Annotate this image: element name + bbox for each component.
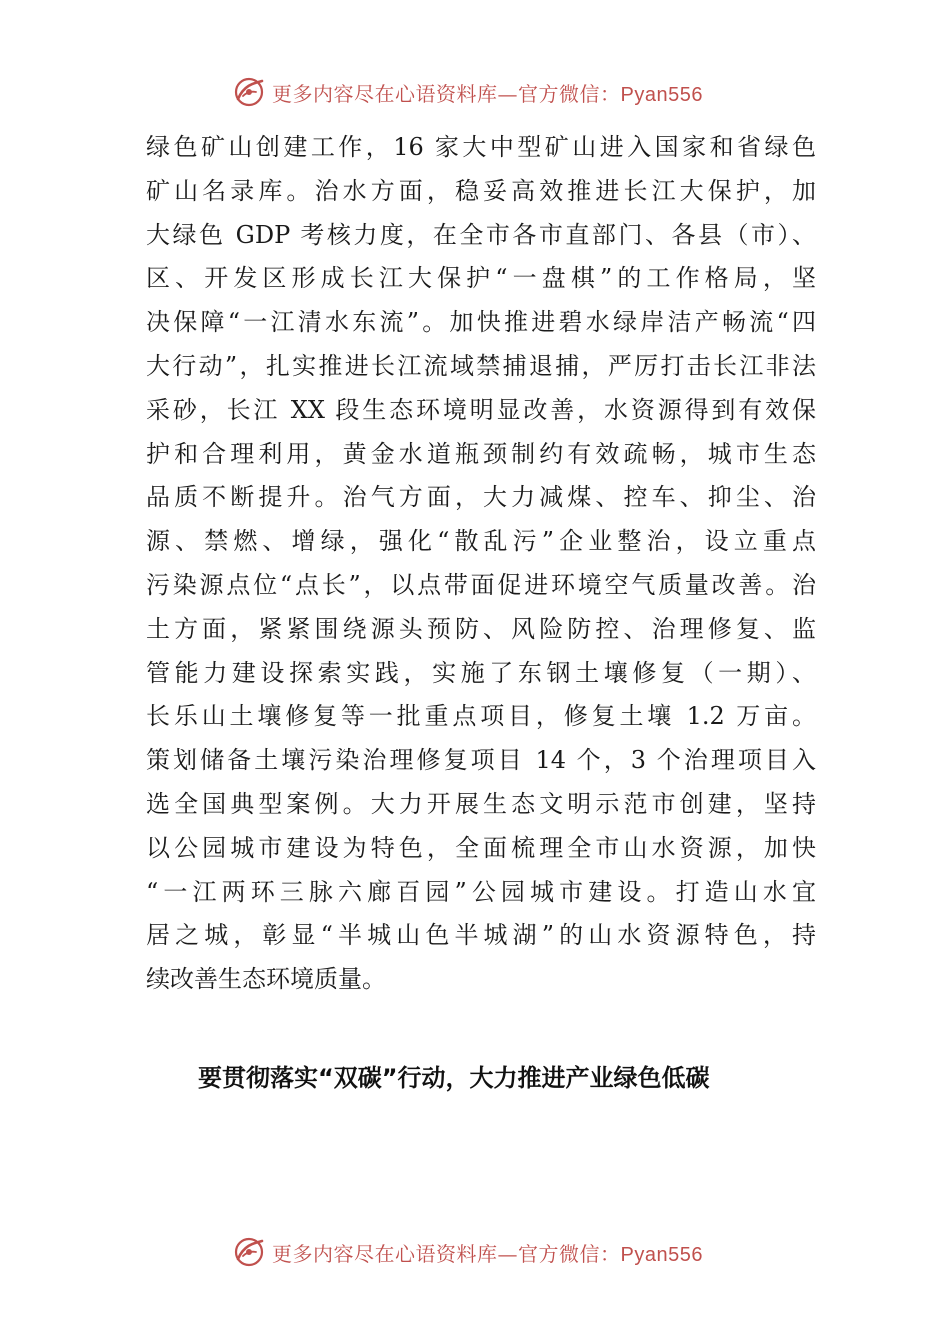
- body-line: 居之城，彰显“半城山色半城湖”的山水资源特色，持: [146, 921, 816, 950]
- body-line: 策划储备土壤污染治理修复项目 14 个，3 个治理项目入: [146, 746, 816, 775]
- body-line: 区、开发区形成长江大保护“一盘棋”的工作格局，坚: [146, 264, 816, 293]
- header-banner-text: 更多内容尽在心语资料库—官方微信：: [272, 81, 621, 106]
- body-line: 大绿色 GDP 考核力度，在全市各市直部门、各县（市）、: [146, 220, 816, 249]
- body-line: 管能力建设探索实践，实施了东钢土壤修复（一期）、: [146, 658, 816, 687]
- body-line: 长乐山土壤修复等一批重点项目，修复土壤 1.2 万亩。: [146, 702, 816, 731]
- footer-banner-text: 更多内容尽在心语资料库—官方微信：: [272, 1241, 621, 1266]
- body-line: 土方面，紧紧围绕源头预防、风险防控、治理修复、监: [146, 614, 816, 643]
- body-line: 以公园城市建设为特色，全面梳理全市山水资源，加快: [146, 833, 816, 862]
- body-line: 矿山名录库。治水方面，稳妥高效推进长江大保护，加: [146, 176, 816, 205]
- body-line: 护和合理利用，黄金水道瓶颈制约有效疏畅，城市生态: [146, 439, 816, 468]
- body-line: 续改善生态环境质量。: [146, 965, 386, 994]
- body-paragraph: [146, 126, 816, 1002]
- footer-banner-handle: Pyan556: [620, 1243, 703, 1266]
- section-heading: 要贯彻落实“双碳”行动，大力推进产业绿色低碳: [198, 1064, 710, 1092]
- footer-banner: [232, 1234, 732, 1270]
- body-line: 污染源点位“点长”，以点带面促进环境空气质量改善。治: [146, 570, 816, 599]
- brand-logo-icon: [232, 75, 266, 109]
- body-line: 源、禁燃、增绿，强化“散乱污”企业整治，设立重点: [146, 527, 816, 556]
- header-banner: [232, 74, 732, 110]
- body-line: 采砂，长江 XX 段生态环境明显改善，水资源得到有效保: [146, 395, 816, 424]
- body-line: 选全国典型案例。大力开展生态文明示范市创建，坚持: [146, 789, 816, 818]
- body-line: “一江两环三脉六廊百园”公园城市建设。打造山水宜: [146, 877, 816, 906]
- body-line: 品质不断提升。治气方面，大力减煤、控车、抑尘、治: [146, 483, 816, 512]
- body-line: 绿色矿山创建工作，16 家大中型矿山进入国家和省绿色: [146, 133, 816, 161]
- body-line: 大行动”，扎实推进长江流域禁捕退捕，严厉打击长江非法: [146, 351, 816, 380]
- header-banner-handle: Pyan556: [620, 83, 703, 106]
- body-line: 决保障“一江清水东流”。加快推进碧水绿岸洁产畅流“四: [146, 308, 816, 337]
- brand-logo-icon: [232, 1235, 266, 1269]
